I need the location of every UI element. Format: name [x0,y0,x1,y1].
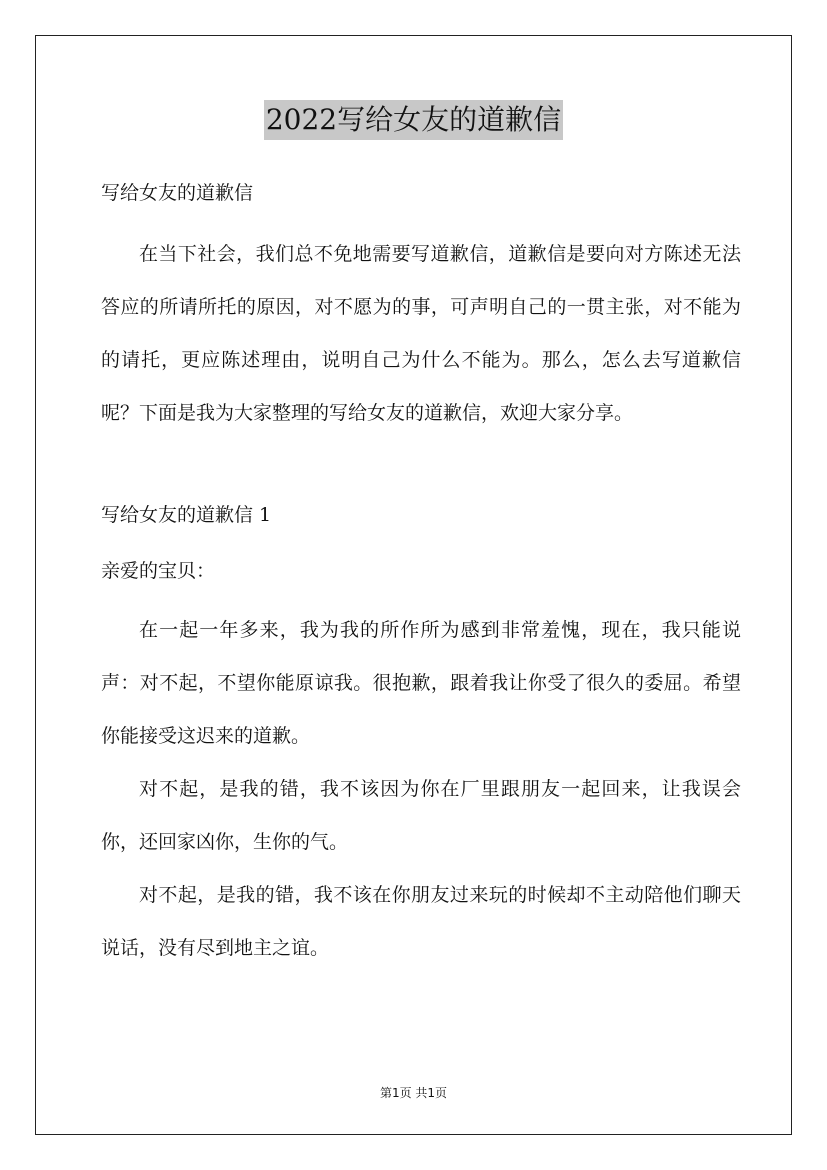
page-footer: 第1页 共1页 [379,1086,448,1100]
body-paragraph: 对不起，是我的错，我不该在你朋友过来玩的时候却不主动陪他们聊天说话，没有尽到地主之谊。 [101,884,741,959]
document-subtitle: 写给女友的道歉信 [101,182,254,204]
salutation: 亲爱的宝贝： [101,560,216,582]
title-container [0,100,827,140]
intro-paragraph: 在当下社会，我们总不免地需要写道歉信，道歉信是要向对方陈述无法答应的所请所托的原因，对不愿为的事，可声明自己的一贯主张，对不能为的请托，更应陈述理由，说明自己为什么不能为。那么，怎么去写道歉信呢？下面是我为大家整理的写给女友的道歉信，欢迎大家分享。 [101,243,741,424]
body-paragraph: 对不起，是我的错，我不该因为你在厂里跟朋友一起回来，让我误会你，还回家凶你，生你的气。 [101,778,741,853]
document-title: 2022写给女友的道歉信 [264,100,563,140]
section-heading: 写给女友的道歉信 1 [101,504,272,526]
document-body [101,175,741,975]
body-paragraph: 在一起一年多来，我为我的所作所为感到非常羞愧，现在，我只能说声：对不起，不望你能原谅我。很抱歉，跟着我让你受了很久的委屈。希望你能接受这迟来的道歉。 [101,619,741,747]
